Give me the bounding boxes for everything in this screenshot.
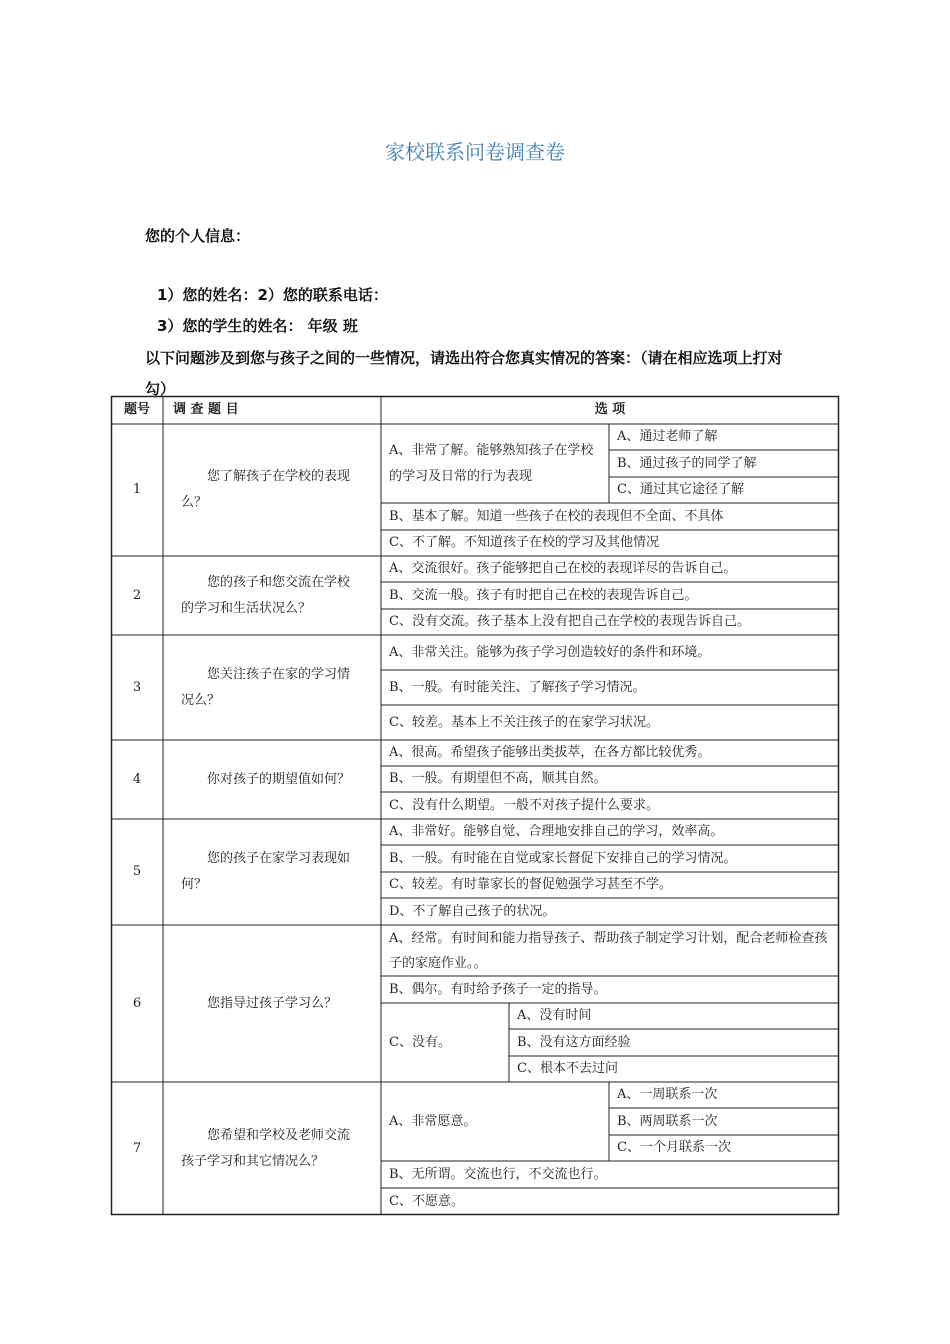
question-number: 2 [132, 587, 142, 603]
question-number: 5 [132, 864, 142, 879]
option-a[interactable]: A、非常了解。能够熟知孩子在学校的学习及日常的行为表现 [389, 442, 594, 484]
option-b[interactable]: B、一般。有期望但不高，顺其自然。 [389, 771, 607, 786]
option-b[interactable]: B、无所谓。交流也行，不交流也行。 [389, 1166, 607, 1182]
sub-option[interactable]: B、两周联系一次 [617, 1113, 718, 1129]
header-options: 选 项 [594, 402, 626, 417]
option-b[interactable]: B、一般。有时能在自觉或家长督促下安排自己的学习情况。 [389, 850, 737, 866]
question-text-label: 你对孩子的期望值如何？ [207, 771, 351, 787]
info-heading: 您的个人信息： [145, 227, 251, 245]
option-d[interactable]: D、不了解自己孩子的状况。 [389, 903, 556, 919]
option-c[interactable]: C、不了解。不知道孩子在校的学习及其他情况 [389, 535, 659, 550]
question-text [163, 1082, 381, 1215]
question-text: 您指导过孩子学习么？ [206, 995, 337, 1011]
option-c[interactable]: C、较差。基本上不关注孩子的在家学习状况。 [389, 714, 659, 730]
survey-table [111, 396, 839, 1215]
option-b[interactable]: B、一般。有时能关注、了解孩子学习情况。 [389, 679, 646, 695]
question-number: 4 [132, 771, 142, 787]
question-text-label: 您了解孩子在学校的表现么？ [181, 469, 351, 510]
option-a[interactable]: A、经常。有时间和能力指导孩子、帮助孩子制定学习计划，配合老师检查孩子的家庭作业。。 [389, 930, 828, 971]
option-b[interactable]: B、基本了解。知道一些孩子在校的表现但不全面、不具体 [389, 508, 724, 524]
info-name-phone: 1）您的姓名：2）您的联系电话： [157, 286, 388, 304]
intro-text-cont: 勾） [145, 380, 176, 398]
question-text [163, 635, 381, 740]
question-text [163, 819, 381, 925]
header-number: 题号 [123, 402, 150, 417]
question-text [163, 740, 381, 819]
page-title: 家校联系问卷调查卷 [385, 140, 565, 164]
sub-option[interactable]: A、一周联系一次 [617, 1087, 718, 1102]
option-a[interactable]: A、很高。希望孩子能够出类拔萃，在各方都比较优秀。 [389, 745, 711, 760]
option-c[interactable]: C、没有。 [389, 1034, 451, 1050]
question-number: 3 [132, 679, 142, 695]
option-c[interactable]: C、没有交流。孩子基本上没有把自己在学校的表现告诉自己。 [389, 614, 750, 629]
option-a[interactable]: A、非常关注。能够为孩子学习创造较好的条件和环境。 [389, 644, 711, 660]
option-b[interactable]: B、交流一般。孩子有时把自己在校的表现告诉自己。 [389, 587, 698, 603]
option-c[interactable]: C、不愿意。 [389, 1193, 464, 1209]
option-b[interactable]: B、偶尔。有时给予孩子一定的指导。 [389, 981, 607, 997]
question-text-label: 您的孩子和您交流在学校的学习和生活状况么？ [181, 574, 351, 616]
option-c[interactable]: C、没有什么期望。一般不对孩子提什么要求。 [389, 797, 659, 813]
option-c[interactable]: C、较差。有时靠家长的督促勉强学习甚至不学。 [389, 877, 672, 892]
question-number: 1 [132, 482, 142, 497]
sub-option[interactable]: A、没有时间 [517, 1008, 592, 1023]
option-a[interactable]: A、非常愿意。 [389, 1113, 477, 1129]
sub-option[interactable]: B、没有这方面经验 [517, 1034, 631, 1050]
question-text-label: 您希望和学校及老师交流孩子学习和其它情况么？ [181, 1127, 351, 1169]
option-a[interactable]: A、交流很好。孩子能够把自己在校的表现详尽的告诉自己。 [389, 561, 737, 576]
intro-text: 以下问题涉及到您与孩子之间的一些情况，请选出符合您真实情况的答案：（请在相应选项上打对 [145, 349, 783, 367]
question-number: 7 [132, 1140, 142, 1156]
sub-option[interactable]: C、根本不去过问 [517, 1061, 618, 1076]
info-student-class: 3）您的学生的姓名： 年级 班 [157, 317, 358, 335]
question-text [163, 556, 381, 635]
question-number: 6 [132, 995, 142, 1011]
sub-option[interactable]: C、一个月联系一次 [617, 1140, 731, 1155]
sub-option[interactable]: A、通过老师了解 [617, 429, 718, 444]
sub-option[interactable]: B、通过孩子的同学了解 [617, 455, 757, 471]
header-question: 调 查 题 目 [173, 402, 239, 417]
question-text-label: 您关注孩子在家的学习情况么？ [181, 666, 351, 708]
question-text [163, 424, 381, 556]
option-a[interactable]: A、非常好。能够自觉、合理地安排自己的学习，效率高。 [389, 824, 724, 839]
question-text-label: 您的孩子在家学习表现如何？ [181, 851, 351, 892]
sub-option[interactable]: C、通过其它途径了解 [617, 482, 744, 497]
